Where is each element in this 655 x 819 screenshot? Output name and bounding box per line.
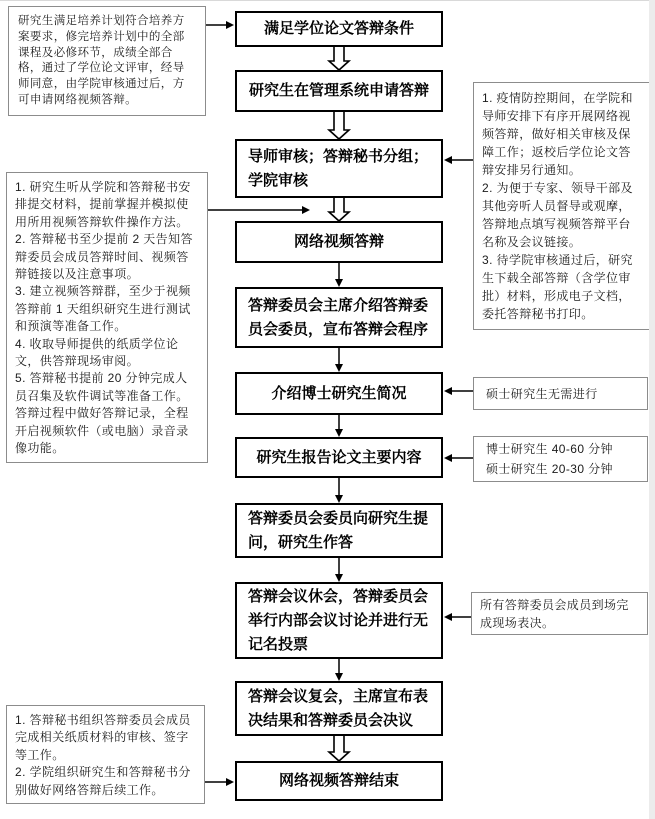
- arrow-lefttop-to-step1: [206, 21, 234, 29]
- page-right-edge: [649, 0, 655, 819]
- note-left-bottom-followup: [6, 705, 205, 804]
- flow-step-apply-in-system: 研究生在管理系统申请答辩: [235, 70, 443, 112]
- note-item: 3. 建立视频答辩群，至少于视频答辩前 1 天组织研究生进行测试和预演等准备工作。: [15, 284, 191, 334]
- flow-step-introduce-doctoral-profile: 介绍博士研究生简况: [235, 372, 443, 415]
- arrow-step4-step5: [335, 263, 343, 287]
- note-item: 3. 待学院审核通过后，研究生下载全部答辩（含学位审批）材料，形成电子文档，委托答辩秘书打印。: [482, 253, 633, 321]
- note-line: 硕士研究生 20-30 分钟: [486, 462, 613, 476]
- arrow-step6-step7: [335, 415, 343, 437]
- flow-step-committee-questions: 答辩委员会委员向研究生提问，研究生作答: [235, 503, 443, 558]
- note-item: 1. 研究生听从学院和答辩秘书安排提交材料，提前掌握并模拟使用所用视频答辩软件操作方法。: [15, 180, 191, 229]
- page-top-edge: [0, 0, 655, 1]
- note-presentation-duration: [473, 436, 648, 482]
- note-master-skip: 硕士研究生无需进行: [473, 377, 648, 410]
- flow-step-thesis-presentation: 研究生报告论文主要内容: [235, 437, 443, 478]
- flow-step-defense-end: 网络视频答辩结束: [235, 761, 443, 801]
- flow-step-chair-introduces-committee: 答辩委员会主席介绍答辩委员会委员，宣布答辩会程序: [235, 287, 443, 348]
- note-item: 2. 答辩秘书至少提前 2 天告知答辩委员会成员答辩时间、视频答辩链接以及注意事项。: [15, 232, 193, 282]
- note-item: 1. 答辩秘书组织答辩委员会成员完成相关纸质材料的审核、签字等工作。: [15, 713, 191, 762]
- flow-step-recess-secret-ballot: 答辩会议休会，答辩委员会举行内部会议讨论并进行无记名投票: [235, 582, 443, 659]
- hollow-arrow-step3-step4: [329, 198, 349, 221]
- hollow-arrow-step1-step2: [329, 47, 349, 70]
- flow-step-resume-announce-results: 答辩会议复会，主席宣布表决结果和答辩委员会决议: [235, 681, 443, 736]
- arrow-vote-to-step9: [444, 613, 471, 621]
- note-right-top-pandemic-arrangements: [473, 82, 652, 330]
- arrow-step7-step8: [335, 478, 343, 503]
- arrow-righttop-to-step3: [444, 156, 473, 164]
- arrow-duration-to-step7: [444, 454, 473, 462]
- arrow-step8-step9: [335, 558, 343, 582]
- flow-step-supervisor-review: 导师审核；答辩秘书分组；学院审核: [235, 139, 443, 198]
- note-item: 5. 答辩秘书提前 20 分钟完成人员召集及软件调试等准备工作。答辩过程中做好答辩记录，全程开启视频软件（或电脑）录音录像功能。: [15, 371, 189, 456]
- note-line: 博士研究生 40-60 分钟: [486, 442, 613, 456]
- note-item: 4. 收取导师提供的纸质学位论文，供答辩现场审阅。: [15, 336, 179, 369]
- note-item: 2. 为便于专家、领导干部及其他旁听人员督导或观摩，答辩地点填写视频答辩平台名称及会议链接。: [482, 181, 633, 249]
- arrow-step9-step10: [335, 659, 343, 681]
- note-item: 1. 疫情防控期间，在学院和导师安排下有序开展网络视频答辩，做好相关审核及保障工作；返校后学位论文答辩安排另行通知。: [482, 91, 633, 177]
- hollow-arrow-step2-step3: [329, 112, 349, 139]
- arrow-step5-step6: [335, 348, 343, 372]
- note-left-top-prerequisites: 研究生满足培养计划符合培养方案要求，修完培养计划中的全部课程及必修环节，成绩全部合格，通过了学位论文评审，经导师同意，由学院审核通过后，方可申请网络视频答辩。: [8, 6, 206, 116]
- note-onsite-vote: 所有答辩委员会成员到场完成现场表决。: [471, 592, 648, 635]
- arrow-leftbottom-to-step11: [205, 778, 234, 786]
- hollow-arrow-step10-step11: [329, 736, 349, 761]
- flow-step-online-video-defense: 网络视频答辩: [235, 221, 443, 263]
- arrow-masterskip-to-step6: [444, 387, 473, 395]
- flow-step-defense-conditions: 满足学位论文答辩条件: [235, 11, 443, 47]
- note-item: 2. 学院组织研究生和答辩秘书分别做好网络答辩后续工作。: [15, 765, 191, 797]
- arrow-leftmid-to-connector: [208, 206, 310, 214]
- note-left-mid-secretary-preparation: [6, 172, 208, 463]
